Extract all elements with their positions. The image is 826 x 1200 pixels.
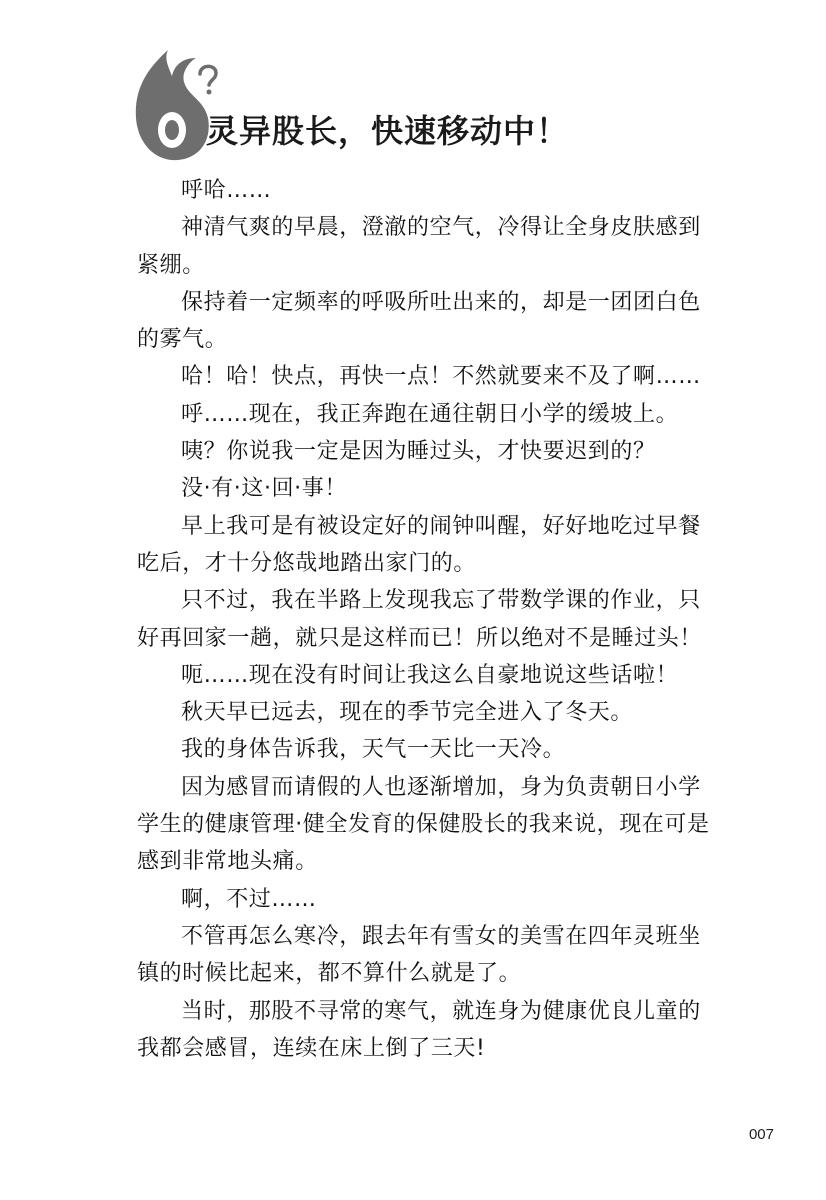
paragraph: 秋天早已远去，现在的季节完全进入了冬天。 xyxy=(181,700,634,726)
paragraph: 神清气爽的早晨，澄澈的空气，冷得让全身皮肤感到紧绷。 xyxy=(137,215,701,278)
paragraph: 只不过，我在半路上发现我忘了带数学课的作业，只好再回家一趟，就只是这样而已！所以绝对不是睡过头！ xyxy=(137,588,703,651)
paragraph: 呃……现在没有时间让我这么自豪地说这些话啦！ xyxy=(181,662,679,688)
paragraph: 因为感冒而请假的人也逐渐增加，身为负责朝日小学学生的健康管理·健全发育的保健股长的我来说，现在可是感到非常地头痛。 xyxy=(137,774,710,875)
paragraph: 呼……现在，我正奔跑在通往朝日小学的缓坡上。 xyxy=(181,401,679,427)
paragraph: 咦？你说我一定是因为睡过头，才快要迟到的？ xyxy=(181,439,656,465)
paragraph: 呼哈…… xyxy=(181,178,272,203)
chapter-title: 灵异股长，快速移动中！ xyxy=(206,112,570,150)
paragraph: 保持着一定频率的呼吸所吐出来的，却是一团团白色的雾气。 xyxy=(137,289,701,353)
paragraph: 我的身体告诉我，天气一天比一天冷。 xyxy=(181,737,566,763)
paragraph: 当时，那股不寻常的寒气，就连身为健康优良儿童的我都会感冒，连续在床上倒了三天! xyxy=(137,998,701,1061)
paragraph: 不管再怎么寒冷，跟去年有雪女的美雪在四年灵班坐镇的时候比起来，都不算什么就是了。 xyxy=(137,923,701,987)
chapter-body xyxy=(137,172,717,1067)
paragraph: 没·有·这·回·事！ xyxy=(181,476,347,502)
paragraph: 哈！哈！快点，再快一点！不然就要来不及了啊…… xyxy=(181,364,701,390)
page-number: 007 xyxy=(748,1126,774,1143)
chapter-header xyxy=(130,40,730,170)
paragraph: 啊，不过…… xyxy=(181,886,317,912)
paragraph: 早上我可是有被设定好的闹钟叫醒，好好地吃过早餐吃后，才十分悠哉地踏出家门的。 xyxy=(137,513,701,576)
